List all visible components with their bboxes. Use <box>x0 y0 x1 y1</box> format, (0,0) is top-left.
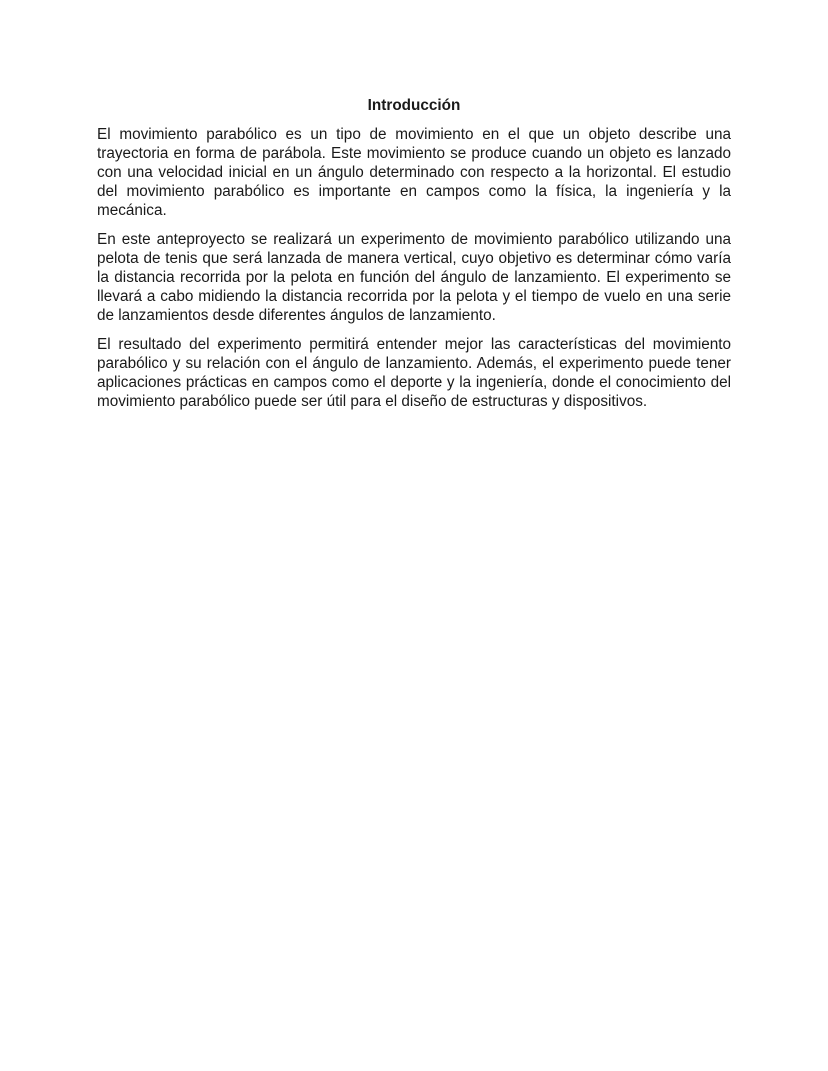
paragraph-intro: El movimiento parabólico es un tipo de movimiento en el que un objeto describe una trayectoria en forma de parábola. Este movimiento se produce cuando un objeto es lanzado con una velocidad inicial en un ángulo determinado con respecto a la horizontal. El estudio del movimiento parabólico es importante en campos como la física, la ingeniería y la mecánica. <box>97 126 731 219</box>
section-title: Introducción <box>367 97 461 114</box>
paragraph-experiment: En este anteproyecto se realizará un experimento de movimiento parabólico utilizando una pelota de tenis que será lanzada de manera vertical, cuyo objetivo es determinar cómo varía la distancia recorrida por la pelota en función del ángulo de lanzamiento. El experimento se llevará a cabo midiendo la distancia recorrida por la pelota y el tiempo de vuelo en una serie de lanzamientos desde diferentes ángulos de lanzamiento. <box>97 231 731 324</box>
paragraph-results: El resultado del experimento permitirá entender mejor las características del movimiento parabólico y su relación con el ángulo de lanzamiento. Además, el experimento puede tener aplicaciones prácticas en campos como el deporte y la ingeniería, donde el conocimiento del movimiento parabólico puede ser útil para el diseño de estructuras y dispositivos. <box>97 336 731 410</box>
document-body <box>97 96 731 421</box>
